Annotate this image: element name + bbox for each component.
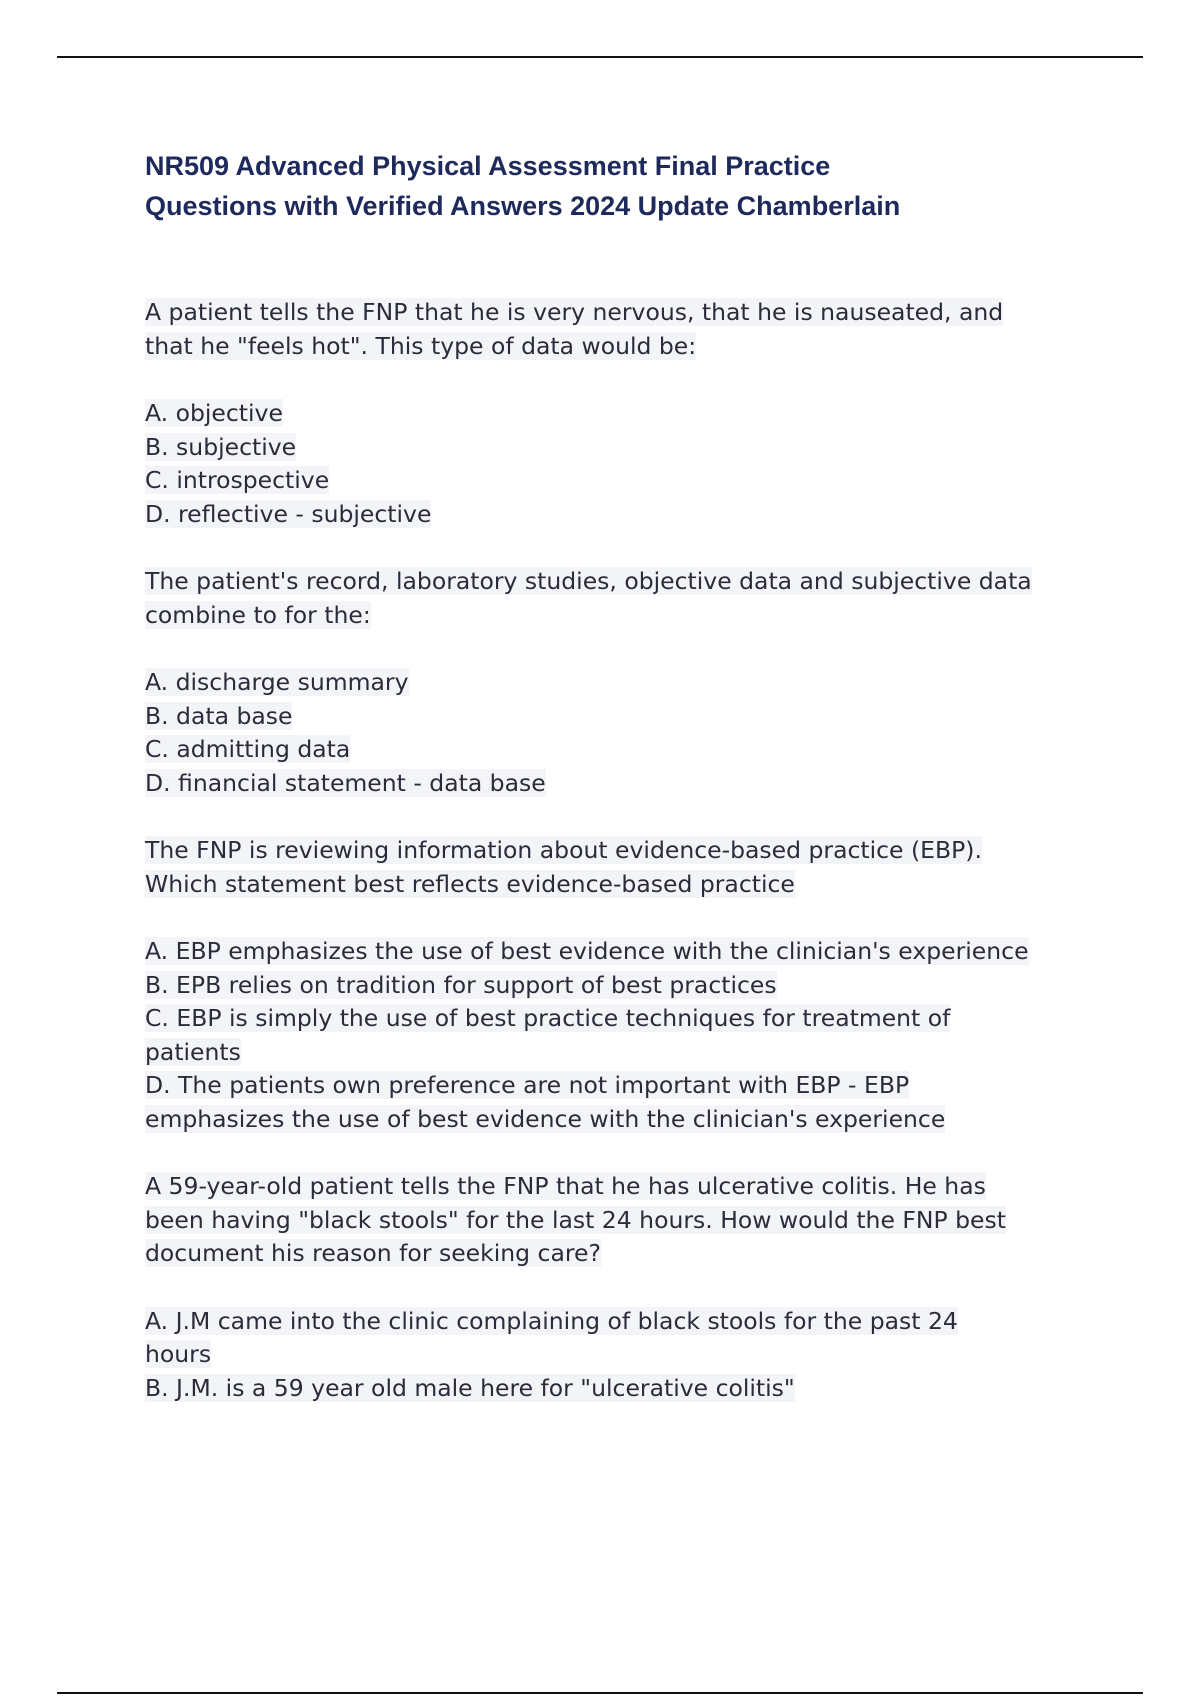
question-stem	[145, 834, 1105, 901]
option-line: A. discharge summary	[145, 668, 409, 696]
bottom-rule	[57, 1692, 1143, 1694]
stem-line: The FNP is reviewing information about evidence-based practice (EBP).	[145, 836, 982, 864]
stem-line: Which statement best reflects evidence-based practice	[145, 869, 795, 898]
top-rule	[57, 56, 1143, 58]
option-line: A. objective	[145, 399, 283, 427]
stem-line: A 59-year-old patient tells the FNP that he has ulcerative colitis. He has	[145, 1172, 986, 1200]
option-line: D. financial statement - data base	[145, 768, 546, 797]
stem-line: been having "black stools" for the last 24 hours. How would the FNP best	[145, 1205, 1006, 1234]
option-line: A. J.M came into the clinic complaining of black stools for the past 24	[145, 1306, 958, 1335]
option-line: C. introspective	[145, 466, 330, 494]
answer-options	[145, 666, 1105, 800]
document-title	[145, 146, 1125, 226]
option-line: emphasizes the use of best evidence with the clinician's experience	[145, 1104, 946, 1133]
stem-line: that he "feels hot". This type of data would be:	[145, 331, 697, 360]
title-line: Questions with Verified Answers 2024 Update Chamberlain	[145, 191, 901, 221]
answer-options	[145, 935, 1105, 1136]
option-line: B. EPB relies on tradition for support of best practices	[145, 970, 777, 999]
option-line: A. EBP emphasizes the use of best evidence with the clinician's experience	[145, 937, 1029, 965]
option-line: B. J.M. is a 59 year old male here for "ulcerative colitis"	[145, 1373, 795, 1402]
answer-options	[145, 1305, 1105, 1406]
question-stem	[145, 1170, 1105, 1271]
questions-content	[145, 296, 1105, 1439]
option-line: patients	[145, 1037, 241, 1066]
option-line: D. The patients own preference are not important with EBP - EBP	[145, 1071, 910, 1099]
answer-options	[145, 397, 1105, 531]
stem-line: document his reason for seeking care?	[145, 1239, 601, 1267]
stem-line: The patient's record, laboratory studies, objective data and subjective data	[145, 567, 1032, 595]
option-line: hours	[145, 1340, 212, 1368]
question-stem	[145, 296, 1105, 363]
option-line: C. admitting data	[145, 735, 351, 763]
option-line: B. data base	[145, 701, 293, 730]
stem-line: combine to for the:	[145, 600, 371, 629]
question-stem	[145, 565, 1105, 632]
stem-line: A patient tells the FNP that he is very nervous, that he is nauseated, and	[145, 298, 1004, 326]
title-line: NR509 Advanced Physical Assessment Final Practice	[145, 151, 831, 181]
option-line: B. subjective	[145, 432, 297, 461]
option-line: D. reflective - subjective	[145, 499, 432, 528]
option-line: C. EBP is simply the use of best practice techniques for treatment of	[145, 1004, 951, 1032]
